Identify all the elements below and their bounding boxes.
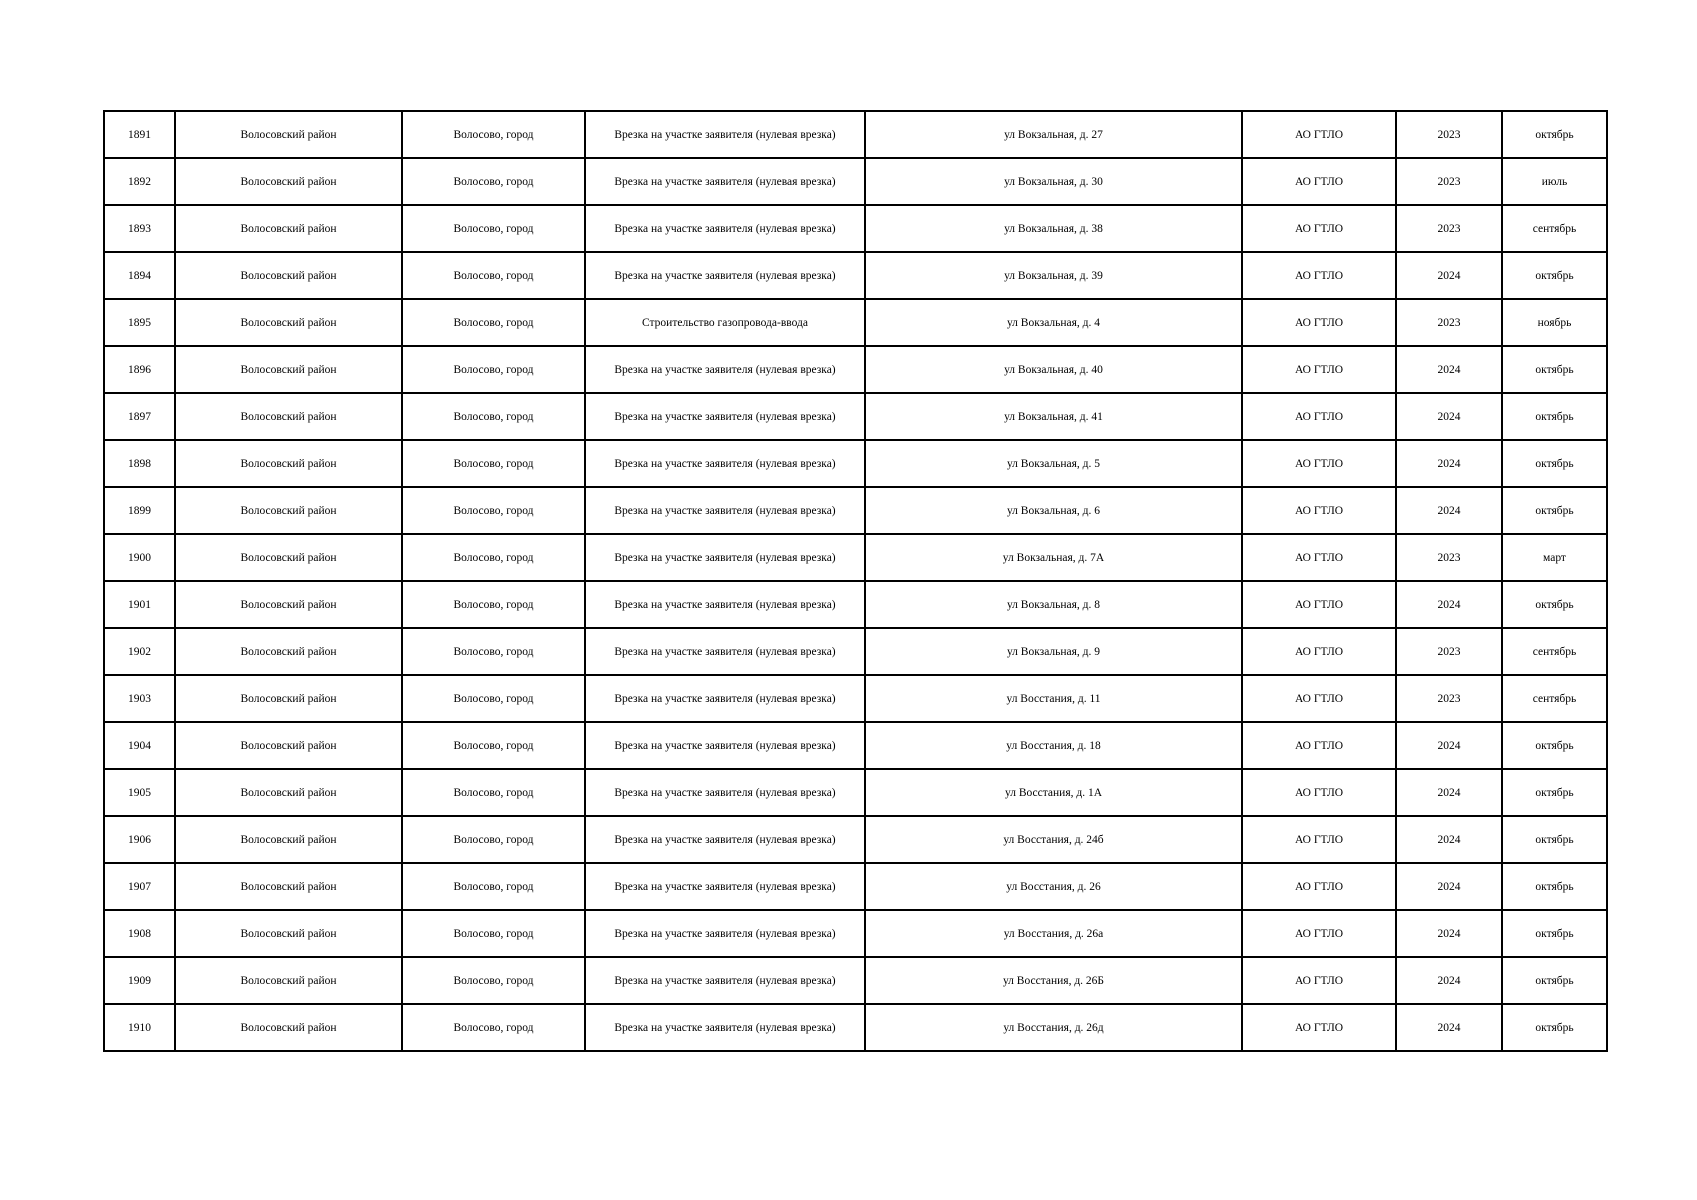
locality-cell: Волосово, город [402, 487, 585, 534]
row-number-cell: 1904 [104, 722, 175, 769]
district-cell: Волосовский район [175, 863, 402, 910]
row-number-cell: 1899 [104, 487, 175, 534]
month-cell: октябрь [1502, 769, 1607, 816]
address-cell: ул Вокзальная, д. 38 [865, 205, 1242, 252]
organization-cell: АО ГТЛО [1242, 252, 1396, 299]
locality-cell: Волосово, город [402, 581, 585, 628]
locality-cell: Волосово, город [402, 675, 585, 722]
district-cell: Волосовский район [175, 581, 402, 628]
table-row [104, 910, 1607, 957]
address-cell: ул Вокзальная, д. 40 [865, 346, 1242, 393]
month-cell: октябрь [1502, 863, 1607, 910]
row-number-cell: 1892 [104, 158, 175, 205]
year-cell: 2023 [1396, 205, 1502, 252]
locality-cell: Волосово, город [402, 299, 585, 346]
row-number-cell: 1898 [104, 440, 175, 487]
locality-cell: Волосово, город [402, 628, 585, 675]
table-row [104, 581, 1607, 628]
district-cell: Волосовский район [175, 346, 402, 393]
address-cell: ул Вокзальная, д. 30 [865, 158, 1242, 205]
year-cell: 2024 [1396, 581, 1502, 628]
organization-cell: АО ГТЛО [1242, 910, 1396, 957]
row-number-cell: 1906 [104, 816, 175, 863]
year-cell: 2024 [1396, 722, 1502, 769]
address-cell: ул Вокзальная, д. 41 [865, 393, 1242, 440]
month-cell: сентябрь [1502, 205, 1607, 252]
year-cell: 2024 [1396, 252, 1502, 299]
work-type-cell: Врезка на участке заявителя (нулевая врезка) [585, 675, 865, 722]
locality-cell: Волосово, город [402, 158, 585, 205]
work-type-cell: Врезка на участке заявителя (нулевая врезка) [585, 252, 865, 299]
address-cell: ул Восстания, д. 11 [865, 675, 1242, 722]
row-number-cell: 1907 [104, 863, 175, 910]
work-type-cell: Врезка на участке заявителя (нулевая врезка) [585, 158, 865, 205]
row-number-cell: 1894 [104, 252, 175, 299]
locality-cell: Волосово, город [402, 205, 585, 252]
district-cell: Волосовский район [175, 393, 402, 440]
organization-cell: АО ГТЛО [1242, 769, 1396, 816]
district-cell: Волосовский район [175, 534, 402, 581]
work-type-cell: Врезка на участке заявителя (нулевая врезка) [585, 910, 865, 957]
organization-cell: АО ГТЛО [1242, 863, 1396, 910]
address-cell: ул Вокзальная, д. 7А [865, 534, 1242, 581]
row-number-cell: 1905 [104, 769, 175, 816]
table-row [104, 769, 1607, 816]
month-cell: октябрь [1502, 393, 1607, 440]
year-cell: 2024 [1396, 1004, 1502, 1051]
row-number-cell: 1897 [104, 393, 175, 440]
address-cell: ул Вокзальная, д. 6 [865, 487, 1242, 534]
month-cell: октябрь [1502, 581, 1607, 628]
address-cell: ул Восстания, д. 26а [865, 910, 1242, 957]
locality-cell: Волосово, город [402, 816, 585, 863]
month-cell: октябрь [1502, 252, 1607, 299]
month-cell: июль [1502, 158, 1607, 205]
month-cell: октябрь [1502, 487, 1607, 534]
table-row [104, 675, 1607, 722]
year-cell: 2024 [1396, 957, 1502, 1004]
organization-cell: АО ГТЛО [1242, 628, 1396, 675]
month-cell: сентябрь [1502, 675, 1607, 722]
locality-cell: Волосово, город [402, 440, 585, 487]
address-cell: ул Восстания, д. 26 [865, 863, 1242, 910]
work-type-cell: Врезка на участке заявителя (нулевая врезка) [585, 863, 865, 910]
address-cell: ул Восстания, д. 26д [865, 1004, 1242, 1051]
table-row [104, 346, 1607, 393]
district-cell: Волосовский район [175, 440, 402, 487]
table-row [104, 158, 1607, 205]
district-cell: Волосовский район [175, 769, 402, 816]
organization-cell: АО ГТЛО [1242, 393, 1396, 440]
district-cell: Волосовский район [175, 675, 402, 722]
district-cell: Волосовский район [175, 111, 402, 158]
year-cell: 2024 [1396, 487, 1502, 534]
table-row [104, 957, 1607, 1004]
organization-cell: АО ГТЛО [1242, 957, 1396, 1004]
month-cell: октябрь [1502, 111, 1607, 158]
district-cell: Волосовский район [175, 628, 402, 675]
work-type-cell: Врезка на участке заявителя (нулевая врезка) [585, 346, 865, 393]
year-cell: 2023 [1396, 299, 1502, 346]
year-cell: 2024 [1396, 393, 1502, 440]
row-number-cell: 1909 [104, 957, 175, 1004]
month-cell: октябрь [1502, 1004, 1607, 1051]
year-cell: 2024 [1396, 769, 1502, 816]
table-row [104, 487, 1607, 534]
year-cell: 2024 [1396, 440, 1502, 487]
organization-cell: АО ГТЛО [1242, 299, 1396, 346]
address-cell: ул Восстания, д. 18 [865, 722, 1242, 769]
district-cell: Волосовский район [175, 487, 402, 534]
work-type-cell: Врезка на участке заявителя (нулевая врезка) [585, 581, 865, 628]
district-cell: Волосовский район [175, 816, 402, 863]
row-number-cell: 1891 [104, 111, 175, 158]
work-type-cell: Врезка на участке заявителя (нулевая врезка) [585, 816, 865, 863]
year-cell: 2024 [1396, 910, 1502, 957]
address-cell: ул Восстания, д. 24б [865, 816, 1242, 863]
month-cell: октябрь [1502, 957, 1607, 1004]
row-number-cell: 1901 [104, 581, 175, 628]
gas-connection-table [103, 110, 1608, 1052]
year-cell: 2023 [1396, 111, 1502, 158]
organization-cell: АО ГТЛО [1242, 722, 1396, 769]
row-number-cell: 1902 [104, 628, 175, 675]
table-row [104, 252, 1607, 299]
district-cell: Волосовский район [175, 722, 402, 769]
locality-cell: Волосово, город [402, 957, 585, 1004]
address-cell: ул Восстания, д. 1А [865, 769, 1242, 816]
year-cell: 2024 [1396, 816, 1502, 863]
work-type-cell: Врезка на участке заявителя (нулевая врезка) [585, 111, 865, 158]
district-cell: Волосовский район [175, 910, 402, 957]
month-cell: октябрь [1502, 346, 1607, 393]
work-type-cell: Врезка на участке заявителя (нулевая врезка) [585, 722, 865, 769]
year-cell: 2023 [1396, 158, 1502, 205]
month-cell: октябрь [1502, 816, 1607, 863]
organization-cell: АО ГТЛО [1242, 581, 1396, 628]
month-cell: сентябрь [1502, 628, 1607, 675]
locality-cell: Волосово, город [402, 863, 585, 910]
table-row [104, 1004, 1607, 1051]
district-cell: Волосовский район [175, 158, 402, 205]
row-number-cell: 1908 [104, 910, 175, 957]
address-cell: ул Вокзальная, д. 39 [865, 252, 1242, 299]
organization-cell: АО ГТЛО [1242, 205, 1396, 252]
year-cell: 2023 [1396, 628, 1502, 675]
table-body [104, 111, 1607, 1051]
district-cell: Волосовский район [175, 252, 402, 299]
locality-cell: Волосово, город [402, 111, 585, 158]
locality-cell: Волосово, город [402, 534, 585, 581]
table-row [104, 863, 1607, 910]
work-type-cell: Врезка на участке заявителя (нулевая врезка) [585, 957, 865, 1004]
organization-cell: АО ГТЛО [1242, 1004, 1396, 1051]
row-number-cell: 1895 [104, 299, 175, 346]
table-row [104, 722, 1607, 769]
locality-cell: Волосово, город [402, 910, 585, 957]
work-type-cell: Строительство газопровода-ввода [585, 299, 865, 346]
organization-cell: АО ГТЛО [1242, 675, 1396, 722]
year-cell: 2023 [1396, 534, 1502, 581]
address-cell: ул Вокзальная, д. 27 [865, 111, 1242, 158]
locality-cell: Волосово, город [402, 1004, 585, 1051]
table-row [104, 299, 1607, 346]
month-cell: октябрь [1502, 722, 1607, 769]
locality-cell: Волосово, город [402, 769, 585, 816]
row-number-cell: 1910 [104, 1004, 175, 1051]
address-cell: ул Восстания, д. 26Б [865, 957, 1242, 1004]
organization-cell: АО ГТЛО [1242, 487, 1396, 534]
work-type-cell: Врезка на участке заявителя (нулевая врезка) [585, 205, 865, 252]
address-cell: ул Вокзальная, д. 8 [865, 581, 1242, 628]
organization-cell: АО ГТЛО [1242, 440, 1396, 487]
locality-cell: Волосово, город [402, 346, 585, 393]
organization-cell: АО ГТЛО [1242, 534, 1396, 581]
organization-cell: АО ГТЛО [1242, 816, 1396, 863]
table-row [104, 534, 1607, 581]
locality-cell: Волосово, город [402, 722, 585, 769]
locality-cell: Волосово, город [402, 252, 585, 299]
table-row [104, 816, 1607, 863]
district-cell: Волосовский район [175, 205, 402, 252]
organization-cell: АО ГТЛО [1242, 111, 1396, 158]
year-cell: 2024 [1396, 863, 1502, 910]
row-number-cell: 1896 [104, 346, 175, 393]
work-type-cell: Врезка на участке заявителя (нулевая врезка) [585, 769, 865, 816]
work-type-cell: Врезка на участке заявителя (нулевая врезка) [585, 628, 865, 675]
row-number-cell: 1903 [104, 675, 175, 722]
work-type-cell: Врезка на участке заявителя (нулевая врезка) [585, 1004, 865, 1051]
work-type-cell: Врезка на участке заявителя (нулевая врезка) [585, 487, 865, 534]
district-cell: Волосовский район [175, 299, 402, 346]
month-cell: март [1502, 534, 1607, 581]
work-type-cell: Врезка на участке заявителя (нулевая врезка) [585, 440, 865, 487]
district-cell: Волосовский район [175, 1004, 402, 1051]
locality-cell: Волосово, город [402, 393, 585, 440]
table-row [104, 440, 1607, 487]
organization-cell: АО ГТЛО [1242, 346, 1396, 393]
address-cell: ул Вокзальная, д. 4 [865, 299, 1242, 346]
table-row [104, 111, 1607, 158]
table-row [104, 628, 1607, 675]
table-row [104, 393, 1607, 440]
month-cell: октябрь [1502, 440, 1607, 487]
work-type-cell: Врезка на участке заявителя (нулевая врезка) [585, 534, 865, 581]
address-cell: ул Вокзальная, д. 5 [865, 440, 1242, 487]
month-cell: октябрь [1502, 910, 1607, 957]
year-cell: 2024 [1396, 346, 1502, 393]
address-cell: ул Вокзальная, д. 9 [865, 628, 1242, 675]
table-row [104, 205, 1607, 252]
district-cell: Волосовский район [175, 957, 402, 1004]
row-number-cell: 1893 [104, 205, 175, 252]
work-type-cell: Врезка на участке заявителя (нулевая врезка) [585, 393, 865, 440]
row-number-cell: 1900 [104, 534, 175, 581]
month-cell: ноябрь [1502, 299, 1607, 346]
year-cell: 2023 [1396, 675, 1502, 722]
organization-cell: АО ГТЛО [1242, 158, 1396, 205]
